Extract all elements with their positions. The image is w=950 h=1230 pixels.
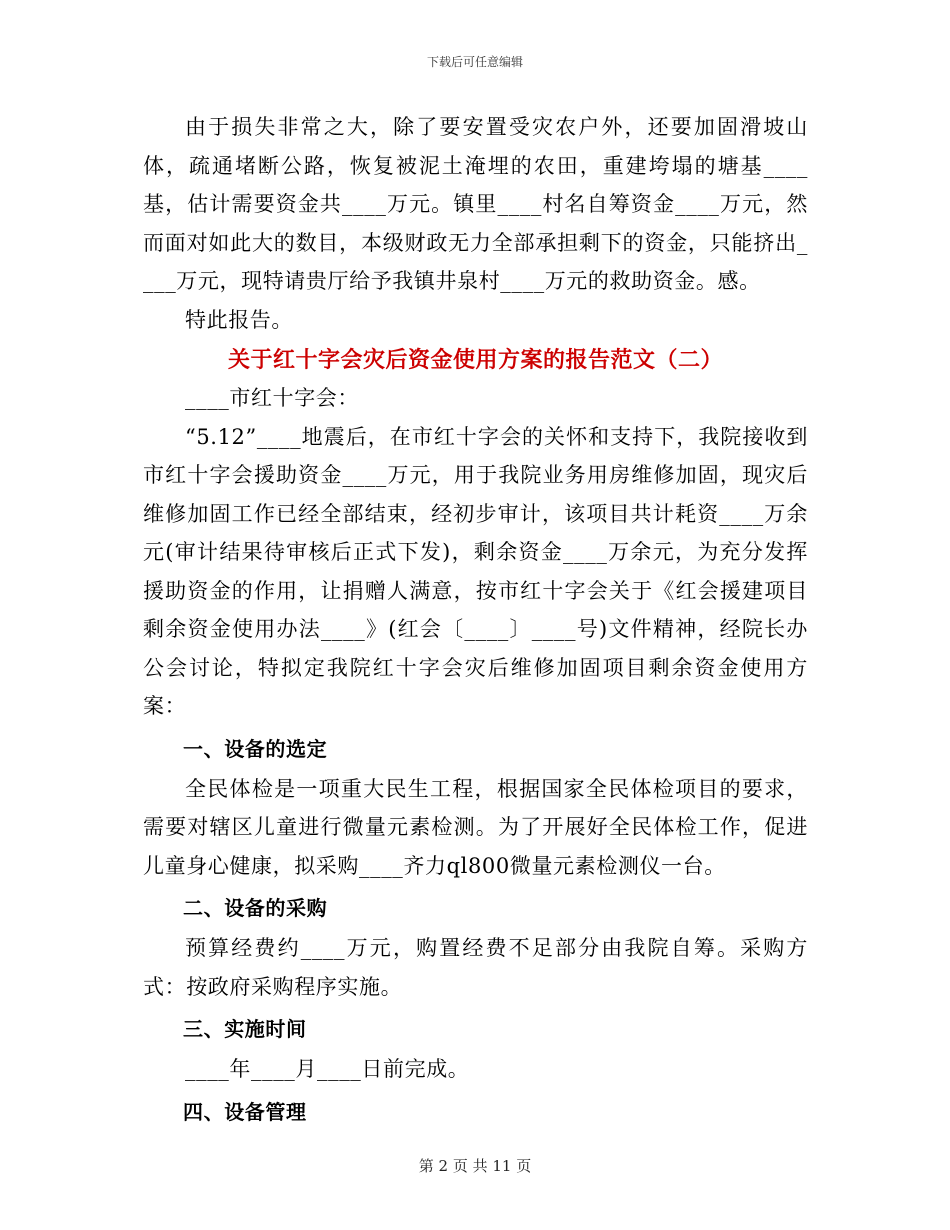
paragraph-intro: “5.12”____地震后，在市红十字会的关怀和支持下，我院接收到市红十字会援助资金____万元，用于我院业务用房维修加固，现灾后维修加固工作已经全部结束，经初步审计，该项目共计耗资____万余元(审计结果待审核后正式下发)，剩余资金____万余元，为充分发挥援助资金的作用，让捐赠人满意，按市红十字会关于《红会援建项目剩余资金使用办法____》(红会〔____〕____号)文件精神，经院长办公会讨论，特拟定我院红十字会灾后维修加固项目剩余资金使用方案： [143, 424, 808, 718]
paragraph-implementation-time: ____年____月____日前完成。 [185, 1057, 470, 1081]
paragraph-closing: 特此报告。 [185, 307, 293, 332]
paragraph-equipment-purchase: 预算经费约____万元，购置经费不足部分由我院自筹。采购方式：按政府采购程序实施。 [143, 936, 808, 999]
paragraph-equipment-selection: 全民体检是一项重大民生工程，根据国家全民体检项目的要求，需要对辖区儿童进行微量元素检测。为了开展好全民体检工作，促进儿童身心健康，拟采购____齐力ql800微量元素检测仪一台。 [143, 776, 808, 878]
section-heading-implementation-time: 三、实施时间 [183, 1017, 307, 1041]
section-heading-equipment-management: 四、设备管理 [183, 1099, 307, 1124]
page-number: 第 2 页 共 11 页 [418, 1157, 532, 1175]
page-header: 下载后可任意编辑 [426, 55, 523, 69]
paragraph-loss-funding: 由于损失非常之大，除了要安置受灾农户外，还要加固滑坡山体，疏通堵断公路，恢复被泥土淹埋的农田，重建垮塌的塘基____基，估计需要资金共____万元。镇里____村名自筹资金____万元，然而面对如此大的数目，本级财政无力全部承担剩下的资金，只能挤出____万元，现特请贵厅给予我镇井泉村____万元的救助资金。感。 [143, 115, 808, 293]
salutation: ____市红十字会： [185, 386, 359, 410]
section-heading-equipment-purchase: 二、设备的采购 [183, 896, 328, 920]
document-title: 关于红十字会灾后资金使用方案的报告范文（二） [227, 347, 723, 373]
document-body [143, 108, 808, 1133]
section-heading-equipment-selection: 一、设备的选定 [183, 736, 328, 761]
